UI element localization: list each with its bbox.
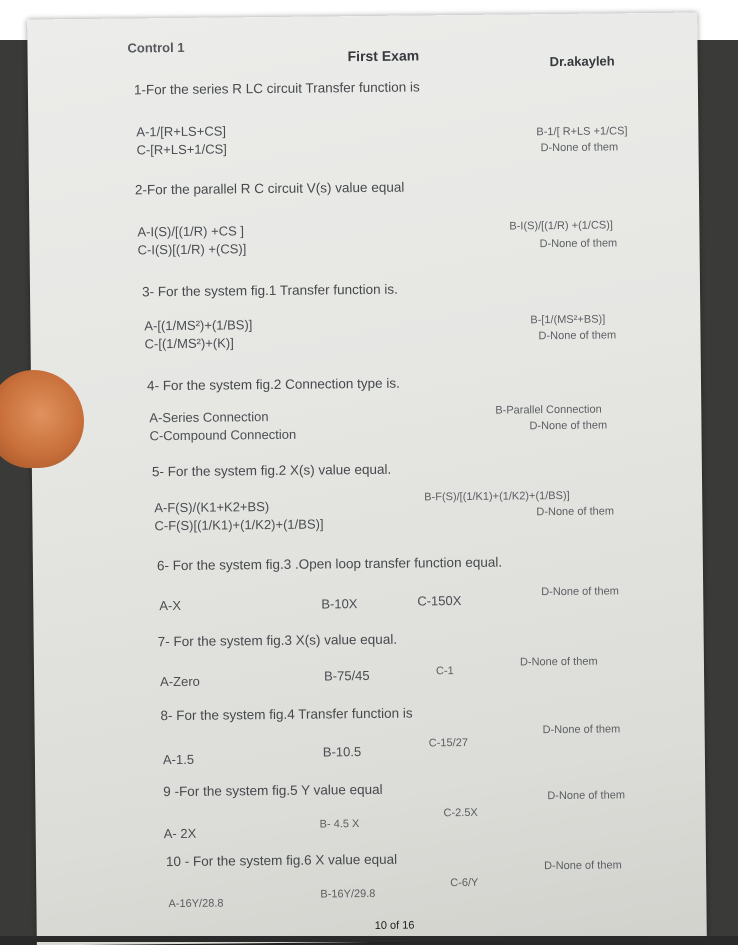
q10-option-a: A-16Y/28.8	[168, 897, 224, 911]
q5-option-c: C-F(S)[(1/K1)+(1/K2)+(1/BS)]	[154, 516, 324, 534]
q5-option-a: A-F(S)/(K1+K2+BS)	[154, 499, 270, 516]
q2-option-a: A-I(S)/[(1/R) +CS ]	[137, 223, 245, 240]
q7-option-b: B-75/45	[323, 667, 370, 684]
q9-option-c: C-2.5X	[443, 806, 478, 820]
q8-option-c: C-15/27	[428, 736, 468, 750]
q6-option-c: C-150X	[417, 593, 462, 609]
q7-option-c: C-1	[435, 665, 454, 678]
q9-option-d: D-None of them	[547, 789, 626, 803]
q1-option-c: C-[R+LS+1/CS]	[136, 141, 227, 158]
q5-option-b: B-F(S)/[(1/K1)+(1/K2)+(1/BS)]	[424, 489, 570, 504]
q4-option-a: A-Series Connection	[149, 409, 269, 426]
question-3: 3- For the system fig.1 Transfer function is.	[141, 281, 398, 300]
q3-option-b: B-[1/(MS²+BS)]	[530, 313, 606, 327]
question-5: 5- For the system fig.2 X(s) value equal.	[151, 461, 392, 480]
q1-option-a: A-1/[R+LS+CS]	[136, 123, 227, 140]
q5-option-d: D-None of them	[536, 505, 615, 519]
q8-option-d: D-None of them	[542, 723, 621, 737]
q10-option-d: D-None of them	[544, 859, 622, 873]
question-8: 8- For the system fig.4 Transfer function is	[160, 705, 413, 724]
q2-option-d: D-None of them	[539, 237, 618, 251]
q7-option-a: A-Zero	[160, 673, 200, 690]
question-9: 9 -For the system fig.5 Y value equal	[163, 781, 383, 800]
q8-option-a: A-1.5	[162, 751, 195, 768]
q7-option-d: D-None of them	[519, 655, 598, 669]
question-2: 2-For the parallel R C circuit V(s) value equal	[134, 179, 405, 198]
course-title: Control 1	[127, 39, 185, 56]
q8-option-b: B-10.5	[322, 744, 362, 760]
q1-option-b: B-1/[ R+LS +1/CS]	[536, 125, 628, 139]
page-number: 10 of 16	[374, 919, 415, 932]
q9-option-b: B- 4.5 X	[319, 818, 360, 831]
author-name: Dr.akayleh	[549, 53, 615, 70]
q3-option-c: C-[(1/MS²)+(K)]	[144, 335, 234, 352]
q10-option-c: C-6/Y	[450, 876, 479, 890]
q4-option-d: D-None of them	[529, 419, 608, 433]
q4-option-c: C-Compound Connection	[149, 426, 297, 444]
exam-paper	[27, 13, 707, 945]
q9-option-a: A- 2X	[163, 825, 197, 842]
q2-option-c: C-I(S)[(1/R) +(CS)]	[137, 241, 247, 258]
q3-option-d: D-None of them	[538, 329, 617, 343]
q1-option-d: D-None of them	[540, 141, 619, 155]
question-4: 4- For the system fig.2 Connection type is.	[146, 375, 400, 394]
q6-option-b: B-10X	[321, 596, 358, 612]
q10-option-b: B-16Y/29.8	[320, 887, 376, 901]
q6-option-d: D-None of them	[541, 585, 619, 599]
q3-option-a: A-[(1/MS²)+(1/BS)]	[144, 317, 253, 334]
question-7: 7- For the system fig.3 X(s) value equal.	[157, 631, 398, 650]
question-6: 6- For the system fig.3 .Open loop transfer function equal.	[156, 554, 503, 574]
exam-title: First Exam	[347, 47, 420, 65]
question-1: 1-For the series R LC circuit Transfer function is	[133, 79, 420, 98]
bottom-edge	[0, 936, 738, 942]
q2-option-b: B-I(S)/[(1/R) +(1/CS)]	[509, 219, 614, 233]
question-10: 10 - For the system fig.6 X value equal	[165, 851, 398, 870]
q4-option-b: B-Parallel Connection	[495, 403, 602, 417]
q6-option-a: A-X	[159, 597, 182, 614]
